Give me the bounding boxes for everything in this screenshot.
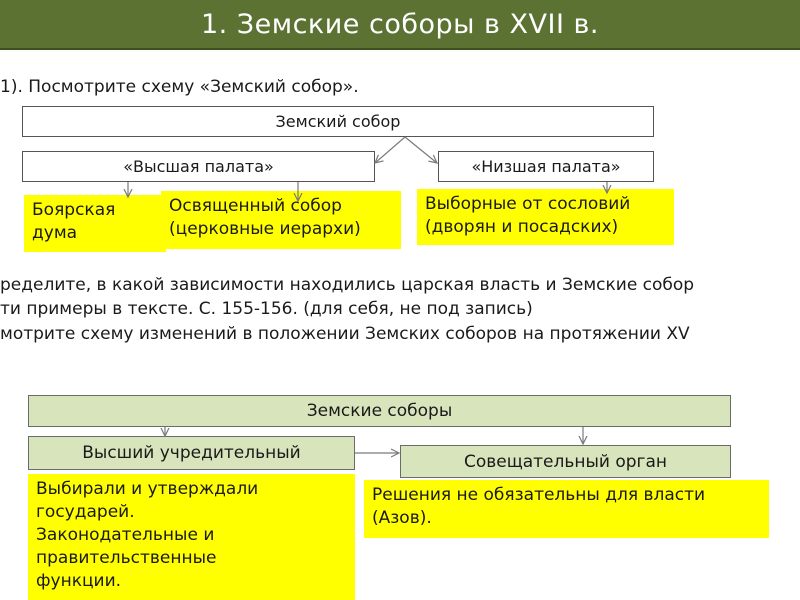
supreme-functions-line-5: функции.: [36, 571, 122, 591]
upper-chamber-box: «Высшая палата»: [22, 151, 375, 182]
arrow-root-to-upper: [375, 137, 405, 163]
zemsky-sobor-box: Земский собор: [22, 106, 654, 137]
instruction-2: ределите, в какой зависимости находились царская власть и Земские собор: [0, 275, 695, 295]
supreme-functions-line-1: Выбирали и утверждали: [36, 479, 259, 499]
elected-estates-line-2: (дворян и посадских): [425, 217, 619, 237]
lower-chamber-box: «Низшая палата»: [438, 151, 654, 182]
sacred-council-line-1: Освященный собор: [169, 196, 342, 216]
sacred-council-line-2: (церковные иерархи): [169, 219, 361, 239]
advisory-note-line-1: Решения не обязательны для власти: [372, 485, 706, 505]
instruction-4: мотрите схему изменений в положении Земских соборов на протяжении XV: [0, 324, 690, 344]
instruction-3: ти примеры в тексте. С. 155-156. (для себя, не под запись): [0, 299, 533, 319]
advisory-body-box: Совещательный орган: [400, 445, 731, 478]
elected-estates-line-1: Выборные от сословий: [425, 194, 631, 214]
boyar-duma-line-2: дума: [32, 223, 78, 243]
supreme-functions-line-3: Законодательные и: [36, 525, 215, 545]
zemsky-sobors-box: Земские соборы: [28, 395, 731, 427]
slide-title: 1. Земские соборы в XVII в.: [200, 8, 600, 40]
boyar-duma-line-1: Боярская: [32, 200, 116, 220]
supreme-functions-line-4: правительственные: [36, 548, 217, 568]
arrow-root-to-lower: [405, 137, 437, 163]
supreme-functions-line-2: государей.: [36, 502, 135, 522]
supreme-constituent-box: Высший учредительный: [28, 436, 355, 470]
instruction-1: 1). Посмотрите схему «Земский собор».: [0, 77, 359, 97]
advisory-note-line-2: (Азов).: [372, 508, 432, 528]
